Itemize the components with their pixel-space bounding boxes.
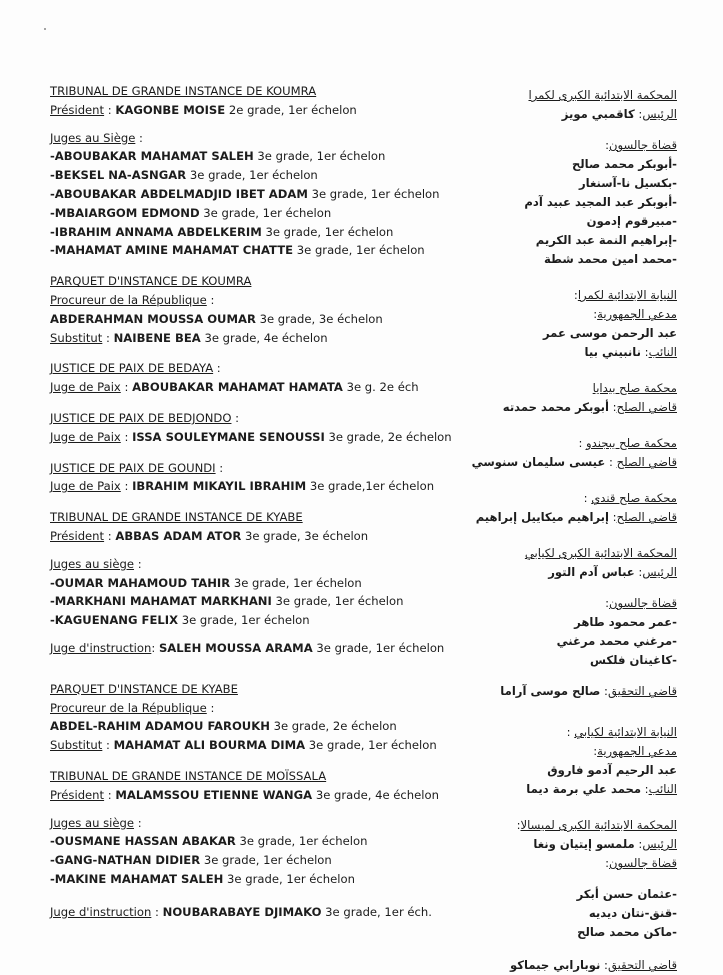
judge-line — [50, 204, 470, 223]
president-grade: 2e grade, 1er échelon — [228, 102, 357, 117]
tgi-koumra-section — [50, 82, 470, 260]
judge-name: -ABOUBAKAR MAHAMAT SALEH — [50, 149, 254, 164]
ar-section-heading-line: النيابة الابتدائية لكيابي : — [566, 725, 677, 739]
judge-grade: 3e grade, 1er échelon — [239, 834, 368, 849]
procureur-line — [50, 717, 470, 736]
section-heading-line: JUSTICE DE PAIX DE GOUNDI : — [50, 460, 224, 475]
ar-judge-name: -أبوبكر محمد صالح — [571, 157, 677, 171]
judge-grade: 3e grade, 1er échelon — [203, 205, 332, 220]
ar-section-heading-line: المحكمة الابتدائية الكبرى لميسالا: — [516, 818, 677, 832]
instruction-grade: 3e grade, 1er échelon — [316, 640, 445, 655]
ar-tgi-kyabe-section — [457, 544, 677, 701]
juges-label-line: Juges au siège : — [50, 815, 142, 830]
instruction-name: SALEH MOUSSA ARAMA — [158, 640, 313, 655]
juge-paix-label: Juge de Paix — [50, 429, 121, 444]
ar-jp-goundi-section — [457, 489, 677, 527]
judge-line — [50, 832, 470, 851]
judge-name: -MAHAMAT AMINE MAHAMAT CHATTE — [50, 243, 294, 258]
ar-section-heading: محكمة صلح ببجندو — [586, 436, 677, 450]
judge-line — [50, 592, 470, 611]
judge-name: -OUSMANE HASSAN ABAKAR — [50, 834, 236, 849]
ar-juge-paix-line: قاضي الصلح: إبراهيم ميكاييل إبراهيم — [475, 510, 677, 524]
judge-grade: 3e grade, 1er échelon — [233, 575, 362, 590]
substitut-grade: 3e grade, 4e échelon — [204, 330, 328, 345]
judge-grade: 3e grade, 1er échelon — [227, 871, 355, 886]
judge-name: -MAKINE MAHAMAT SALEH — [50, 871, 224, 886]
juges-label-line: Juges au Siège : — [50, 130, 143, 145]
parquet-koumra-section — [50, 272, 470, 347]
substitut-name: NAIBENE BEA — [113, 330, 201, 345]
ar-section-heading: النيابة الابتدائية لكمرا — [577, 288, 677, 302]
ar-procureur-label: مدعي الجمهورية — [597, 744, 677, 758]
juges-label: Juges au siège — [50, 815, 135, 830]
ar-instruction-name: صالح موسى آراما — [500, 684, 601, 698]
juges-label-line: Juges au siège : — [50, 556, 142, 571]
judge-name: -BEKSEL NA-ASNGAR — [50, 168, 187, 183]
ar-instruction-line: قاضي التحقيق: نوبارابي جيماكو — [510, 958, 677, 972]
instruction-label: Juge d'instruction — [50, 904, 152, 919]
juge-paix-label: Juge de Paix — [50, 380, 121, 395]
substitut-line: Substitut : NAIBENE BEA 3e grade, 4e échelon — [50, 330, 328, 345]
ar-judge-name: -أبوبكر عبد المجيد عبيد آدم — [524, 195, 677, 209]
judge-name: -KAGUENANG FELIX — [50, 613, 179, 628]
instruction-line: Juge d'instruction : NOUBARABAYE DJIMAKO 3e grade, 1er éch. — [50, 904, 432, 919]
procureur-name: ABDERAHMAN MOUSSA OUMAR — [50, 311, 256, 326]
ar-president-name: عباس آدم التور — [548, 565, 635, 579]
instruction-label: Juge d'instruction — [50, 640, 152, 655]
parquet-kyabe-section — [50, 680, 470, 755]
judge-line — [50, 611, 470, 630]
ar-president-label: الرئيس — [642, 107, 677, 121]
ar-instruction-label: قاضي التحقيق — [607, 684, 677, 698]
ar-juge-paix-label: قاضي الصلح — [616, 510, 677, 524]
section-heading: JUSTICE DE PAIX DE BEDJONDO — [50, 410, 232, 425]
procureur-label-line: Procureur de la République : — [50, 700, 215, 715]
section-heading: TRIBUNAL DE GRANDE INSTANCE DE MOÏSSALA — [50, 768, 327, 783]
president-name: ABBAS ADAM ATOR — [115, 528, 242, 543]
ar-substitut-label: النائب — [648, 782, 677, 796]
ar-section-heading-line: النيابة الابتدائية لكمرا: — [573, 288, 677, 302]
ar-section-heading: النيابة الابتدائية لكيابي — [574, 725, 677, 739]
ar-section-heading: المحكمة الابتدائية الكبرى لميسالا — [520, 818, 677, 832]
ar-judge-name: -بكسيل نا-آسنغار — [578, 176, 677, 190]
president-name: MALAMSSOU ETIENNE WANGA — [115, 787, 313, 802]
ar-section-heading: محكمة صلح قندي — [591, 491, 677, 505]
ar-judge-name: -عمر محمود طاهر — [574, 615, 677, 629]
section-heading: PARQUET D'INSTANCE DE KOUMRA — [50, 274, 252, 289]
judge-grade: 3e grade, 1er échelon — [181, 613, 310, 628]
ar-juges-label: قضاة جالسون — [609, 138, 677, 152]
ar-juge-paix-name: إبراهيم ميكاييل إبراهيم — [475, 510, 609, 524]
ar-jp-bedjondo-section — [457, 434, 677, 472]
tgi-kyabe-section — [50, 508, 470, 658]
ar-section-heading: محكمة صلح بيدايا — [592, 381, 677, 395]
french-column — [50, 82, 470, 921]
judge-grade: 3e grade, 1er échelon — [203, 853, 332, 868]
section-heading-line: JUSTICE DE PAIX DE BEDJONDO : — [50, 410, 240, 425]
procureur-line — [50, 310, 470, 329]
ar-substitut-name: محمد علي برمة ديما — [526, 782, 641, 796]
substitut-line: Substitut : MAHAMAT ALI BOURMA DIMA 3e grade, 1er échelon — [50, 738, 437, 753]
ar-president-label: الرئيس — [642, 565, 677, 579]
instruction-name: NOUBARABAYE DJIMAKO — [162, 904, 322, 919]
ar-president-name: ملمسو إيتيان ونغا — [533, 837, 635, 851]
juge-paix-line: Juge de Paix : ABOUBAKAR MAHAMAT HAMATA 3e g. 2e éch — [50, 380, 419, 395]
juge-paix-line: Juge de Paix : IBRAHIM MIKAYIL IBRAHIM 3e grade,1er échelon — [50, 479, 435, 494]
section-heading: PARQUET D'INSTANCE DE KYABE — [50, 681, 238, 696]
ar-juge-paix-name: عيسى سليمان سنوسي — [471, 455, 606, 469]
instruction-grade: 3e grade, 1er éch. — [325, 904, 432, 919]
judge-line — [50, 185, 470, 204]
ar-parquet-kyabe-section — [457, 723, 677, 799]
ar-juge-paix-label: قاضي الصلح — [616, 455, 677, 469]
procureur-label: Procureur de la République — [50, 292, 207, 307]
ar-juges-label: قضاة جالسون — [609, 856, 677, 870]
instruction-line: Juge d'instruction: SALEH MOUSSA ARAMA 3e grade, 1er échelon — [50, 640, 445, 655]
jp-bedjondo-section — [50, 409, 470, 447]
judge-line — [50, 166, 470, 185]
ar-instruction-line: قاضي التحقيق: صالح موسى آراما — [500, 684, 677, 698]
president-label: Président — [50, 787, 105, 802]
president-grade: 3e grade, 4e échelon — [315, 787, 439, 802]
juge-paix-grade: 3e grade,1er échelon — [309, 479, 435, 494]
ar-president-line: الرئيس: كاقمبي مويز — [561, 107, 677, 121]
president-grade: 3e grade, 3e échelon — [244, 528, 369, 543]
judge-grade: 3e grade, 1er échelon — [257, 149, 386, 164]
judge-line — [50, 870, 470, 889]
judge-line — [50, 223, 470, 242]
ar-section-heading: المحكمة الابتدائية الكبرى لكمرا — [528, 88, 677, 102]
ar-instruction-name: نوبارابي جيماكو — [510, 958, 601, 972]
juge-paix-name: ISSA SOULEYMANE SENOUSSI — [132, 429, 325, 444]
ar-juges-label-line: قضاة جالسون: — [605, 856, 677, 870]
ar-jp-bedaya-section — [457, 379, 677, 417]
juges-label: Juges au siège — [50, 556, 135, 571]
procureur-grade: 3e grade, 3e échelon — [259, 311, 383, 326]
section-heading: TRIBUNAL DE GRANDE INSTANCE DE KOUMRA — [50, 84, 317, 98]
procureur-name: ABDEL-RAHIM ADAMOU FAROUKH — [50, 719, 270, 734]
tgi-moissala-section — [50, 767, 470, 922]
ar-juges-label: قضاة جالسون — [609, 596, 677, 610]
juge-paix-name: IBRAHIM MIKAYIL IBRAHIM — [132, 479, 307, 494]
juge-paix-grade: 3e grade, 2e échelon — [328, 429, 452, 444]
judge-grade: 3e grade, 1er échelon — [296, 243, 425, 258]
president-label: Président — [50, 102, 105, 117]
ar-substitut-label: النائب — [648, 345, 677, 359]
judge-name: -OUMAR MAHAMOUD TAHIR — [50, 575, 231, 590]
jp-bedaya-section — [50, 359, 470, 397]
ar-judge-name: -مرغني محمد مرغني — [556, 634, 677, 648]
ar-president-name: كاقمبي مويز — [561, 107, 635, 121]
judge-name: -IBRAHIM ANNAMA ABDELKERIM — [50, 224, 262, 239]
judge-grade: 3e grade, 1er échelon — [189, 168, 318, 183]
ar-tgi-koumra-section — [457, 86, 677, 269]
judge-grade: 3e grade, 1er échelon — [311, 186, 440, 201]
ar-tgi-moissala-section — [457, 816, 677, 975]
juges-label: Juges au Siège — [50, 130, 136, 145]
scan-speck — [44, 28, 46, 30]
ar-judge-name: -مبيرقوم إدمون — [586, 214, 677, 228]
ar-section-heading-line: محكمة صلح ببجندو : — [578, 436, 677, 450]
ar-substitut-line: النائب: نانبيني بيا — [584, 345, 677, 359]
ar-judge-name: -كاغينان فلكس — [589, 653, 677, 667]
ar-substitut-name: نانبيني بيا — [584, 345, 641, 359]
arabic-column — [457, 86, 677, 975]
procureur-grade: 3e grade, 2e échelon — [273, 719, 397, 734]
ar-judge-name: -ماكن محمد صالح — [577, 925, 677, 939]
judge-line — [50, 574, 470, 593]
ar-parquet-koumra-section — [457, 286, 677, 362]
ar-judge-name: -قنق-نتان ديديه — [588, 906, 677, 920]
ar-judge-name: -عثمان حسن أبكر — [576, 887, 677, 901]
ar-president-line: الرئيس: ملمسو إيتيان ونغا — [533, 837, 677, 851]
juge-paix-label: Juge de Paix — [50, 479, 121, 494]
section-heading: JUSTICE DE PAIX DE GOUNDI — [50, 460, 216, 475]
ar-juges-label-line: قضاة جالسون: — [605, 138, 677, 152]
ar-president-label: الرئيس — [642, 837, 677, 851]
ar-procureur-name: عبد الرحمن موسى عمر — [542, 326, 677, 340]
judge-line — [50, 851, 470, 870]
judge-name: -GANG-NATHAN DIDIER — [50, 853, 201, 868]
ar-juge-paix-label: قاضي الصلح — [616, 400, 677, 414]
substitut-label: Substitut — [50, 738, 103, 753]
ar-procureur-label-line: مدعي الجمهورية: — [593, 307, 677, 321]
section-heading: JUSTICE DE PAIX DE BEDAYA — [50, 361, 214, 376]
judge-grade: 3e grade, 1er échelon — [265, 224, 394, 239]
juge-paix-grade: 3e g. 2e éch — [346, 380, 419, 395]
substitut-grade: 3e grade, 1er échelon — [308, 738, 437, 753]
ar-procureur-name: عبد الرحيم آدمو فاروق — [547, 763, 677, 777]
jp-goundi-section — [50, 459, 470, 497]
ar-judge-name: -محمد امين محمد شطة — [544, 252, 677, 266]
ar-juge-paix-line: قاضي الصلح : عيسى سليمان سنوسي — [471, 455, 677, 469]
president-line: Président : MALAMSSOU ETIENNE WANGA 3e grade, 4e échelon — [50, 787, 439, 802]
juge-paix-line: Juge de Paix : ISSA SOULEYMANE SENOUSSI 3e grade, 2e échelon — [50, 429, 452, 444]
juge-paix-name: ABOUBAKAR MAHAMAT HAMATA — [132, 380, 343, 395]
ar-procureur-label-line: مدعي الجمهورية: — [593, 744, 677, 758]
substitut-label: Substitut — [50, 330, 103, 345]
president-label: Président — [50, 528, 105, 543]
judge-line — [50, 147, 470, 166]
ar-section-heading-line: محكمة صلح قندي : — [583, 491, 677, 505]
ar-judge-name: -إبراهيم النمة عبد الكريم — [535, 233, 677, 247]
ar-juge-paix-name: أبوبكر محمد حمدته — [502, 400, 609, 414]
ar-substitut-line: النائب: محمد علي برمة ديما — [526, 782, 677, 796]
judge-name: -ABOUBAKAR ABDELMADJID IBET ADAM — [50, 186, 308, 201]
ar-section-heading: المحكمة الابتدائية الكبرى لكيابي — [524, 546, 677, 560]
ar-instruction-label: قاضي التحقيق — [607, 958, 677, 972]
judge-line — [50, 241, 470, 260]
judge-name: -MBAIARGOM EDMOND — [50, 205, 200, 220]
president-name: KAGONBE MOISE — [115, 102, 226, 117]
section-heading-line: JUSTICE DE PAIX DE BEDAYA : — [50, 361, 221, 376]
ar-president-line: الرئيس: عباس آدم التور — [548, 565, 677, 579]
judge-name: -MARKHANI MAHAMAT MARKHANI — [50, 594, 272, 609]
ar-procureur-label: مدعي الجمهورية — [597, 307, 677, 321]
substitut-name: MAHAMAT ALI BOURMA DIMA — [113, 738, 306, 753]
procureur-label-line: Procureur de la République : — [50, 292, 215, 307]
judge-grade: 3e grade, 1er échelon — [275, 594, 404, 609]
president-line: Président : KAGONBE MOISE 2e grade, 1er échelon — [50, 102, 357, 117]
president-line: Président : ABBAS ADAM ATOR 3e grade, 3e échelon — [50, 528, 369, 543]
procureur-label: Procureur de la République — [50, 700, 207, 715]
ar-juges-label-line: قضاة جالسون: — [605, 596, 677, 610]
ar-juge-paix-line: قاضي الصلح: أبوبكر محمد حمدته — [502, 400, 677, 414]
section-heading: TRIBUNAL DE GRANDE INSTANCE DE KYABE — [50, 510, 303, 525]
